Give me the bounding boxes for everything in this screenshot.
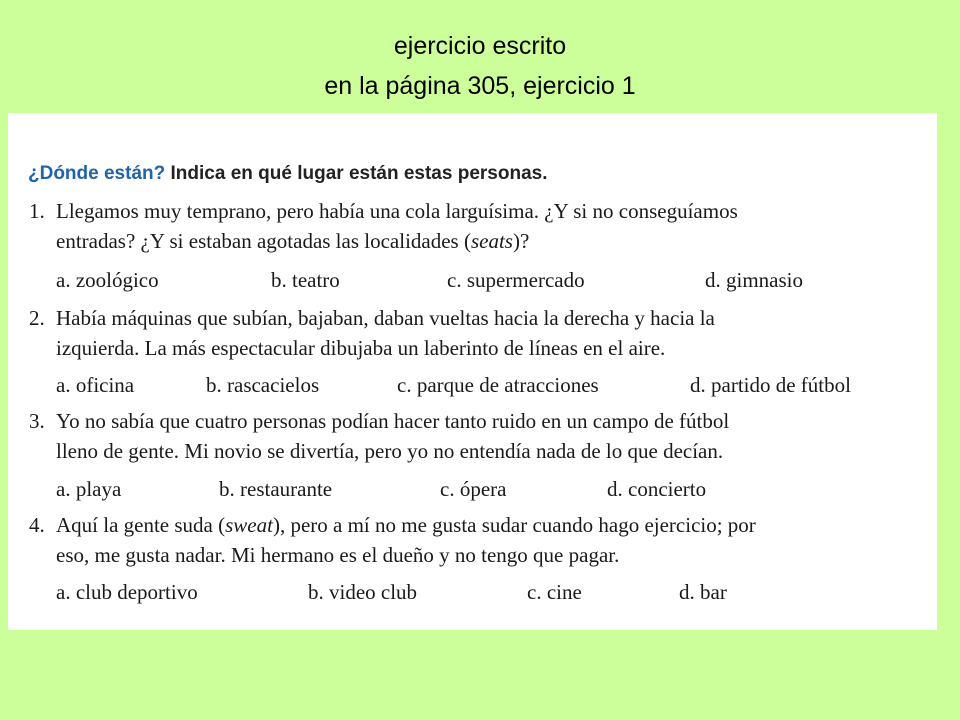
- heading-instructions: Indica en qué lugar están estas personas.: [170, 163, 548, 184]
- option-c: c. ópera: [440, 477, 507, 501]
- option-d: d. bar: [679, 580, 727, 604]
- item-number: 2.: [29, 306, 45, 330]
- option-a: a. zoológico: [56, 268, 159, 292]
- item-line-2-italic: seats: [470, 229, 513, 253]
- option-d: d. partido de fútbol: [690, 373, 851, 397]
- option-c: c. supermercado: [447, 268, 585, 292]
- option-c: c. parque de atracciones: [397, 373, 599, 397]
- option-a: a. club deportivo: [56, 580, 198, 604]
- item-line-2: lleno de gente. Mi novio se divertía, pero yo no entendía nada de lo que decían.: [56, 439, 724, 463]
- slide-title-line-1: ejercicio escrito: [393, 32, 567, 60]
- option-c: c. cine: [527, 580, 582, 604]
- item-number: 4.: [29, 513, 45, 537]
- item-line-2: eso, me gusta nadar. Mi hermano es el dueño y no tengo que pagar.: [56, 543, 620, 567]
- item-line-1: Había máquinas que subían, bajaban, daban vueltas hacia la derecha y hacia la: [56, 306, 715, 330]
- item-line-2: [56, 227, 529, 255]
- item-number: 3.: [29, 409, 45, 433]
- heading-label: ¿Dónde están?: [28, 163, 166, 184]
- option-d: d. concierto: [607, 477, 707, 501]
- option-b: b. video club: [308, 580, 418, 604]
- item-line-1: Yo no sabía que cuatro personas podían hacer tanto ruido en un campo de fútbol: [56, 409, 730, 433]
- item-line-1: Llegamos muy temprano, pero había una cola larguísima. ¿Y si no conseguíamos: [56, 199, 738, 223]
- item-line-2-text: entradas? ¿Y si estaban agotadas las localidades (: [56, 229, 471, 253]
- item-line-1-end: ), pero a mí no me gusta sudar cuando hago ejercicio; por: [272, 513, 756, 537]
- option-a: a. oficina: [56, 373, 135, 397]
- item-number: 1.: [29, 199, 45, 223]
- option-b: b. restaurante: [219, 477, 333, 501]
- item-line-1: [56, 511, 756, 539]
- option-a: a. playa: [56, 477, 122, 501]
- option-d: d. gimnasio: [705, 268, 803, 292]
- item-line-2-end: )?: [512, 229, 530, 253]
- exercise-card: [8, 113, 937, 630]
- option-b: b. rascacielos: [206, 373, 320, 397]
- item-line-1-italic: sweat: [225, 513, 273, 537]
- slide-title: [0, 26, 960, 106]
- exercise-heading: [28, 162, 547, 186]
- slide-title-line-2: en la página 305, ejercicio 1: [324, 72, 636, 100]
- option-b: b. teatro: [271, 268, 340, 292]
- item-line-1-text: Aquí la gente suda (: [56, 513, 226, 537]
- item-line-2: izquierda. La más espectacular dibujaba un laberinto de líneas en el aire.: [56, 336, 666, 360]
